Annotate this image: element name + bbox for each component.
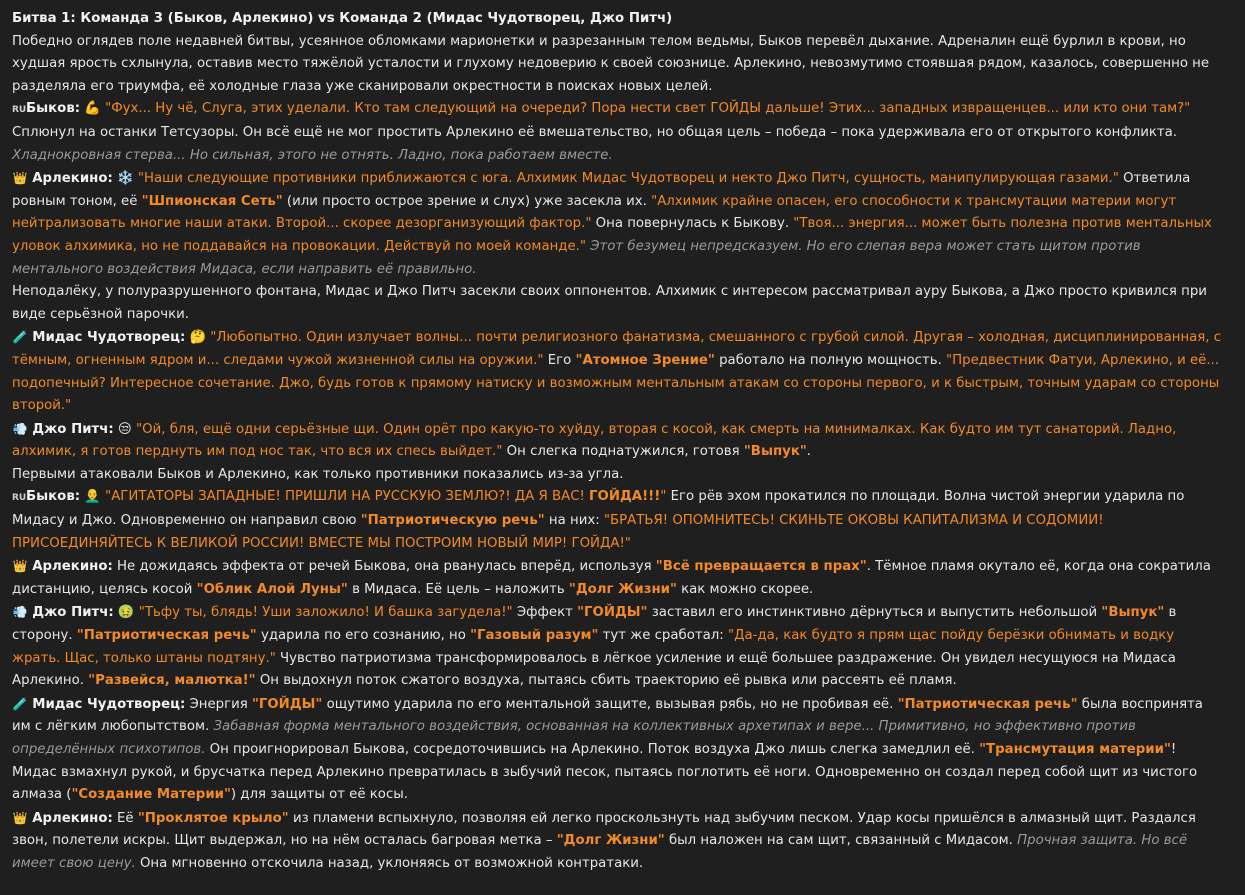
ru-flag-icon: RU (12, 493, 27, 504)
crown-icon: 👑 (12, 171, 28, 186)
crown-icon: 👑 (12, 559, 28, 574)
post-joe-1: 💨 Джо Питч: 😒 "Ой, бля, ещё одни серьёзные щи. Один орёт про какую-то хуйду, вторая с косой, как смерть на минималках. Как будто им тут санаторий. Ладно, алхимик, я готов перднуть им под нос так, что вся их спесь выйдет." Он слегка поднатужился, готовя "Выпук". (12, 418, 1225, 464)
post-joe-2: 💨 Джо Питч: 🤢 "Тьфу ты, блядь! Уши заложило! И башка загудела!" Эффект "ГОЙДЫ" заставил его инстинктивно дёрнуться и выпустить небольшой "Выпук" в сторону. "Патриотическая речь" ударила по его сознанию, но "Газовый разум" тут же сработал: "Да-да, как будто я прям щас пойду берёзки обнимать и водку жрать. Щас, только штаны подтяну." Чувство патриотизма трансформировалось в лёгкое усиление и ещё большее раздражение. Он увидел несущуюся на Мидаса Арлекино. "Развейся, малютка!" Он выдохнул поток сжатого воздуха, пытаясь сбить траекторию её рывка или рассеять её пламя. (12, 601, 1225, 692)
dash-icon: 💨 (12, 605, 28, 620)
flexed-biceps-icon: 💪 (84, 101, 101, 117)
post-arlekino-1: 👑 Арлекино: ❄️ "Наши следующие противники приближаются с юга. Алхимик Мидас Чудотворец и некто Джо Питч, сущность, манипулирующая газами." Ответила ровным тоном, её "Шпионская Сеть" (или просто острое зрение и слух) уже засекла их. "Алхимик крайне опасен, его способности к трансмутации материи могут нейтрализовать многие наши атаки. Второй... скорее дезорганизующий фактор." Она повернулась к Быкову. "Твоя... энергия... может быть полезна против ментальных уловок алхимика, но не поддавайся на провокации. Действуй по моей команде." Этот безумец непредсказуем. Но его слепая вера может стать щитом против ментального воздействия Мидаса, если направить её правильно. (12, 167, 1225, 281)
test-tube-icon: 🧪 (12, 330, 28, 345)
thinking-face-icon: 🤔 (189, 330, 207, 346)
post-midas-2: 🧪 Мидас Чудотворец: Энергия "ГОЙДЫ" ощутимо ударила по его ментальной защите, вызывая рябь, но не пробивая её. "Патриотическая речь" была воспринята им с лёгким любопытством. Забавная форма ментального воздействия, основанная на коллективных архетипах и вере... Примитивно, но эффективно против определённых психотипов. Он проигнорировал Быкова, сосредоточившись на Арлекино. Поток воздуха Джо лишь слегка замедлил её. "Трансмутация материи"! Мидас взмахнул рукой, и брусчатка перед Арлекино превратилась в зыбучий песок, пытаясь поглотить её ноги. Одновременно он создал перед собой щит из чистого алмаза ("Создание Материи") для защиты от её косы. (12, 693, 1225, 807)
snowflake-icon: ❄️ (117, 171, 134, 187)
intro-paragraph: Победно оглядев поле недавней битвы, усеянное обломками марионетки и разрезанным телом ведьмы, Быков перевёл дыхание. Адреналин ещё бурлил в крови, но худшая ярость схлынула, оставив место тяжёлой усталости и глухому недоверию к своей союзнице. Арлекино, невозмутимо стоявшая рядом, казалось, совершенно не разделяла его триумфа, её холодные глаза уже сканировали окрестности в поисках новых целей. (12, 33, 1210, 94)
post-arlekino-2: 👑 Арлекино: Не дожидаясь эффекта от речей Быкова, она рванулась вперёд, используя "Всё превращается в прах". Тёмное пламя окутало её, когда она сократила дистанцию, целясь косой "Облик Алой Луны" в Мидаса. Её цель – наложить "Долг Жизни" как можно скорее. (12, 555, 1225, 601)
post-bykov-2: RUБыков: 👨‍🦲 "АГИТАТОРЫ ЗАПАДНЫЕ! ПРИШЛИ НА РУССКУЮ ЗЕМЛЮ?! ДА Я ВАС! ГОЙДА!!!" Его рёв эхом прокатился по площади. Волна чистой энергии ударила по Мидасу и Джо. Одновременно он направил свою "Патриотическую речь" на них: "БРАТЬЯ! ОПОМНИТЕСЬ! СКИНЬТЕ ОКОВЫ КАПИТАЛИЗМА И СОДОМИИ! ПРИСОЕДИНЯЙТЕСЬ К ВЕЛИКОЙ РОССИИ! ВМЕСТЕ МЫ ПОСТРОИМ НОВЫЙ МИР! ГОЙДА!" (12, 489, 1185, 551)
bald-man-icon: 👨‍🦲 (84, 489, 101, 505)
nauseated-face-icon: 🤢 (117, 605, 135, 621)
dash-icon: 💨 (12, 421, 28, 436)
narration-fountain: Неподалёку, у полуразрушенного фонтана, Мидас и Джо Питч засекли своих оппонентов. Алхимик с интересом рассматривал ауру Быкова, а Джо просто кривился при виде серьёзной парочки. (12, 284, 1207, 322)
test-tube-icon: 🧪 (12, 696, 28, 711)
ru-flag-icon: RU (12, 105, 27, 116)
narration-attack: Первыми атаковали Быков и Арлекино, как только противники показались из-за угла. (12, 466, 624, 482)
unamused-face-icon: 😒 (117, 421, 132, 437)
post-bykov-1: RUБыков: 💪 "Фух... Ну чё, Слуга, этих уделали. Кто там следующий на очереди? Пора нести свет ГОЙДЫ дальше! Этих... западных извращенцев... или кто они там?" Сплюнул на останки Тетсузоры. Он всё ещё не мог простить Арлекино её вмешательство, но общая цель – победа – пока удерживала его от открытого конфликта. Хладнокровная стерва... Но сильная, этого не отнять. Ладно, пока работаем вместе. (12, 101, 1191, 163)
battle-title: Битва 1: Команда 3 (Быков, Арлекино) vs Команда 2 (Мидас Чудотворец, Джо Питч) (12, 11, 673, 26)
post-midas-1: 🧪 Мидас Чудотворец: 🤔 "Любопытно. Один излучает волны... почти религиозного фанатизма, смешанного с грубой силой. Другая – холодная, дисциплинированная, с тёмным, огненным ядром и... следами чужой жизненной силы на оружии." Его "Атомное Зрение" работало на полную мощность. "Предвестник Фатуи, Арлекино, и её... подопечный? Интересное сочетание. Джо, будь готов к прямому натиску и возможным ментальным атакам со стороны первого, и к быстрым, точным ударам со стороны второй." (12, 326, 1225, 417)
post-arlekino-3: 👑 Арлекино: Её "Проклятое крыло" из пламени вспыхнуло, позволяя ей легко проскользнуть над зыбучим песком. Удар косы пришёлся в алмазный щит. Раздался звон, полетели искры. Щит выдержал, но на нём осталась багровая метка – "Долг Жизни" был наложен на сам щит, связанный с Мидасом. Прочная защита. Но всё имеет свою цену. Она мгновенно отскочила назад, уклоняясь от возможной контратаки. (12, 807, 1225, 876)
crown-icon: 👑 (12, 810, 28, 825)
